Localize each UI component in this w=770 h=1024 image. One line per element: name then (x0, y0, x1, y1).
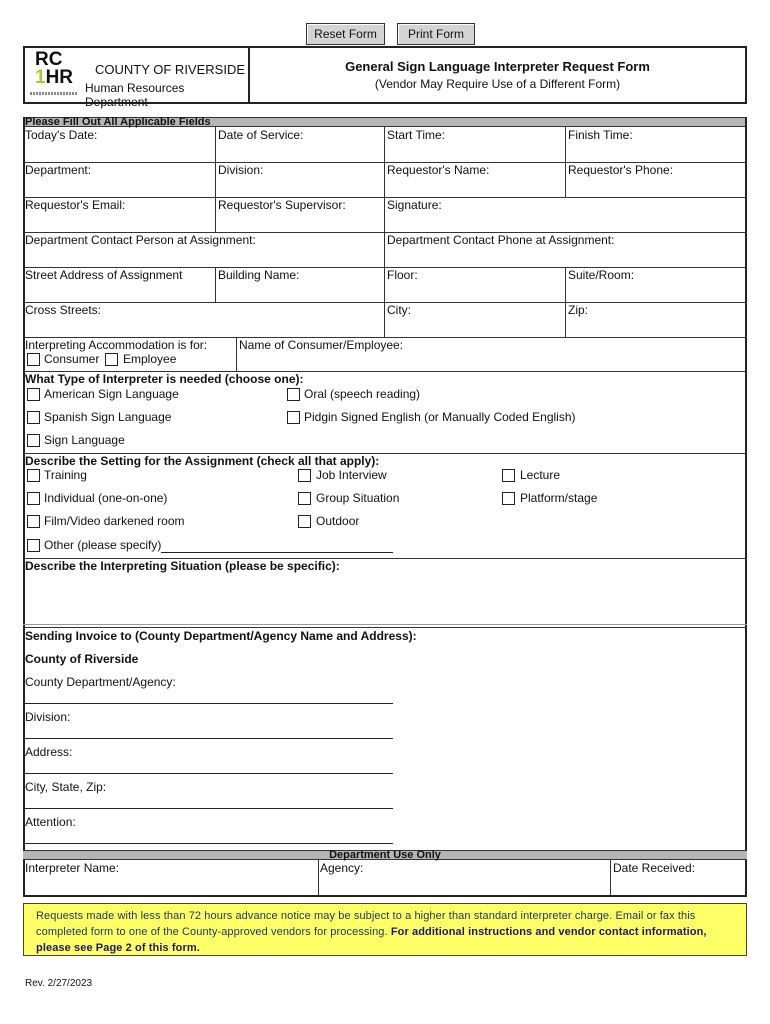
consumer-label: Consumer (44, 352, 100, 366)
zip-label: Zip: (568, 303, 589, 317)
platform-label: Platform/stage (520, 491, 598, 505)
consumer-name-label: Name of Consumer/Employee: (239, 338, 404, 352)
asl-label: American Sign Language (44, 387, 179, 401)
outdoor-checkbox[interactable] (298, 515, 311, 528)
start-time-label: Start Time: (387, 128, 446, 142)
city-label: City: (387, 303, 411, 317)
group-checkbox[interactable] (298, 492, 311, 505)
spanish-checkbox[interactable] (27, 411, 40, 424)
film-label: Film/Video darkened room (44, 514, 185, 528)
interpreter-type-heading: What Type of Interpreter is needed (choose one): (25, 372, 304, 386)
notice-box: Requests made with less than 72 hours advance notice may be subject to a higher than standard interpreter charge. Email or fax this completed form to one of the County-approved vendors for processing. For additional instructions and vendor contact information, please see Page 2 of this form. (23, 903, 747, 956)
street-address-label: Street Address of Assignment (25, 268, 183, 282)
individual-label: Individual (one-on-one) (44, 491, 168, 505)
date-of-service-label: Date of Service: (218, 128, 304, 142)
interpreter-name-label: Interpreter Name: (25, 861, 120, 875)
address-label: Address: (25, 745, 73, 759)
outdoor-label: Outdoor (316, 514, 360, 528)
floor-label: Floor: (387, 268, 418, 282)
job-interview-label: Job Interview (316, 468, 387, 482)
training-checkbox[interactable] (27, 469, 40, 482)
other-label: Other (please specify) (44, 538, 162, 552)
group-label: Group Situation (316, 491, 400, 505)
department-name: Human Resources Department (85, 81, 185, 109)
platform-checkbox[interactable] (502, 492, 515, 505)
sign-language-checkbox[interactable] (27, 434, 40, 447)
logo-hr: 1HR (35, 67, 74, 88)
employee-checkbox[interactable] (105, 353, 118, 366)
consumer-checkbox[interactable] (27, 353, 40, 366)
section-bar-fill: Please Fill Out All Applicable Fields (23, 117, 747, 127)
requestor-email-label: Requestor's Email: (25, 198, 126, 212)
lecture-checkbox[interactable] (502, 469, 515, 482)
department-label: Department: (25, 163, 92, 177)
oral-label: Oral (speech reading) (304, 387, 421, 401)
sign-language-label: Sign Language (44, 433, 125, 447)
date-received-label: Date Received: (613, 861, 696, 875)
situation-textarea[interactable] (25, 575, 745, 625)
dept-use-bar: Department Use Only (23, 850, 747, 860)
finish-time-label: Finish Time: (568, 128, 633, 142)
cross-streets-label: Cross Streets: (25, 303, 102, 317)
county-name: COUNTY OF RIVERSIDE (95, 62, 246, 77)
training-label: Training (44, 468, 87, 482)
header-county (23, 46, 250, 109)
logo: RC (35, 49, 63, 70)
header-title (250, 46, 747, 104)
agency-use-label: Agency: (320, 861, 364, 875)
address-input-line[interactable] (25, 773, 393, 774)
form-title: General Sign Language Interpreter Request Form (345, 59, 650, 74)
oral-checkbox[interactable] (287, 388, 300, 401)
individual-checkbox[interactable] (27, 492, 40, 505)
requestor-phone-label: Requestor's Phone: (568, 163, 674, 177)
film-checkbox[interactable] (27, 515, 40, 528)
requestor-supervisor-label: Requestor's Supervisor: (218, 198, 346, 212)
pidgin-label: Pidgin Signed English (or Manually Coded English) (304, 410, 576, 424)
form-subtitle: (Vendor May Require Use of a Different Form) (374, 77, 621, 91)
contact-person-label: Department Contact Person at Assignment: (25, 233, 256, 247)
requestor-name-label: Requestor's Name: (387, 163, 490, 177)
suite-room-label: Suite/Room: (568, 268, 635, 282)
invoice-heading: Sending Invoice to (County Department/Agency Name and Address): (25, 629, 417, 643)
other-specify-line[interactable] (161, 552, 393, 553)
signature-label: Signature: (387, 198, 442, 212)
accommodation-label: Interpreting Accommodation is for: (25, 338, 208, 352)
attention-label: Attention: (25, 815, 76, 829)
division-label: Division: (218, 163, 264, 177)
print-form-button[interactable]: Print Form (397, 23, 475, 45)
other-checkbox[interactable] (27, 539, 40, 552)
city-state-zip-label: City, State, Zip: (25, 780, 107, 794)
setting-heading: Describe the Setting for the Assignment (check all that apply): (25, 454, 380, 468)
situation-heading: Describe the Interpreting Situation (please be specific): (25, 559, 340, 573)
building-name-label: Building Name: (218, 268, 300, 282)
invoice-county: County of Riverside (25, 652, 139, 666)
lecture-label: Lecture (520, 468, 561, 482)
attention-input-line[interactable] (25, 843, 393, 844)
revision-date: Rev. 2/27/2023 (25, 978, 93, 989)
division-input-line[interactable] (25, 738, 393, 739)
contact-phone-label: Department Contact Phone at Assignment: (387, 233, 615, 247)
invoice-division-label: Division: (25, 710, 71, 724)
reset-form-button[interactable]: Reset Form (306, 23, 385, 45)
employee-label: Employee (123, 352, 177, 366)
logo-tagline (30, 92, 78, 95)
spanish-label: Spanish Sign Language (44, 410, 172, 424)
city-state-zip-input-line[interactable] (25, 808, 393, 809)
asl-checkbox[interactable] (27, 388, 40, 401)
agency-input-line[interactable] (25, 703, 393, 704)
agency-label: County Department/Agency: (25, 675, 176, 689)
pidgin-checkbox[interactable] (287, 411, 300, 424)
job-interview-checkbox[interactable] (298, 469, 311, 482)
